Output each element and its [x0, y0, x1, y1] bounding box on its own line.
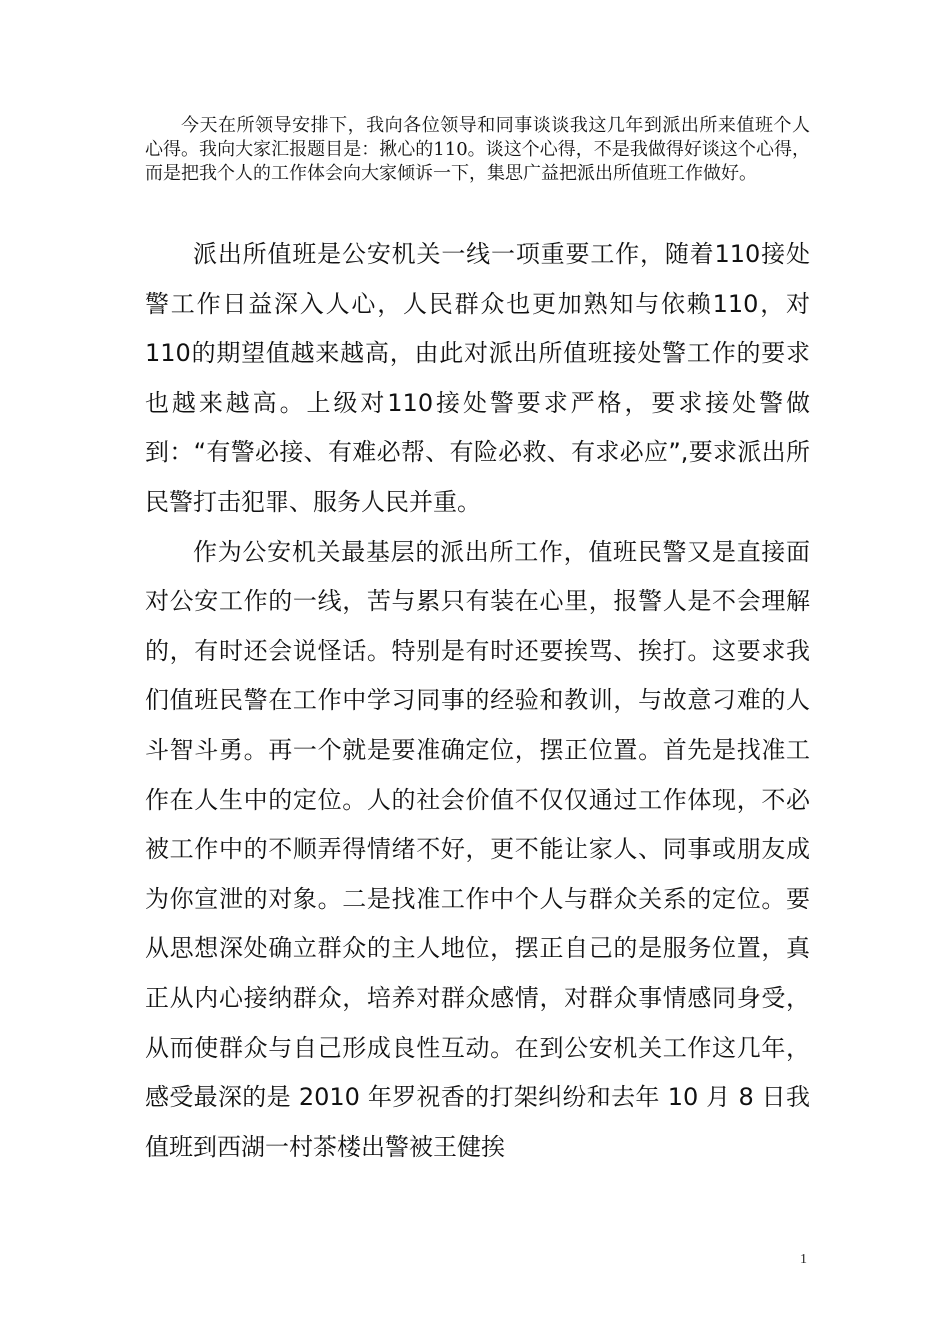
body-paragraph-1: 派出所值班是公安机关一线一项重要工作，随着110接处警工作日益深入人心，人民群众也更加熟知与依赖110，对110的期望值越来越高，由此对派出所值班接处警工作的要求也越来越高。上级对110接处警要求严格，要求接处警做到：“有警必接、有难必帮、有险必救、有求必应”,要求派出所民警打击犯罪、服务人民并重。 [145, 240, 810, 516]
intro-paragraph: 今天在所领导安排下，我向各位领导和同事谈谈我这几年到派出所来值班个人心得。我向大家汇报题目是：揪心的110。谈这个心得，不是我做得好谈这个心得，而是把我个人的工作体会向大家倾诉一下，集思广益把派出所值班工作做好。 [145, 115, 810, 184]
document-body [145, 230, 810, 1172]
page-number: 1 [800, 1252, 807, 1267]
body-paragraph-2: 作为公安机关最基层的派出所工作，值班民警又是直接面对公安工作的一线，苦与累只有装在心里，报警人是不会理解的，有时还会说怪话。特别是有时还要挨骂、挨打。这要求我们值班民警在工作中学习同事的经验和教训，与故意刁难的人斗智斗勇。再一个就是要准确定位，摆正位置。首先是找准工作在人生中的定位。人的社会价值不仅仅通过工作体现，不必被工作中的不顺弄得情绪不好，更不能让家人、同事或朋友成为你宣泄的对象。二是找准工作中个人与群众关系的定位。要从思想深处确立群众的主人地位，摆正自己的是服务位置，真正从内心接纳群众，培养对群众感情，对群众事情感同身受，从而使群众与自己形成良性互动。在到公安机关工作这几年，感受最深的是 2010 年罗祝香的打架纠纷和去年 10 月 8 日我值班到西湖一村茶楼出警被王健挨 [145, 537, 810, 1161]
